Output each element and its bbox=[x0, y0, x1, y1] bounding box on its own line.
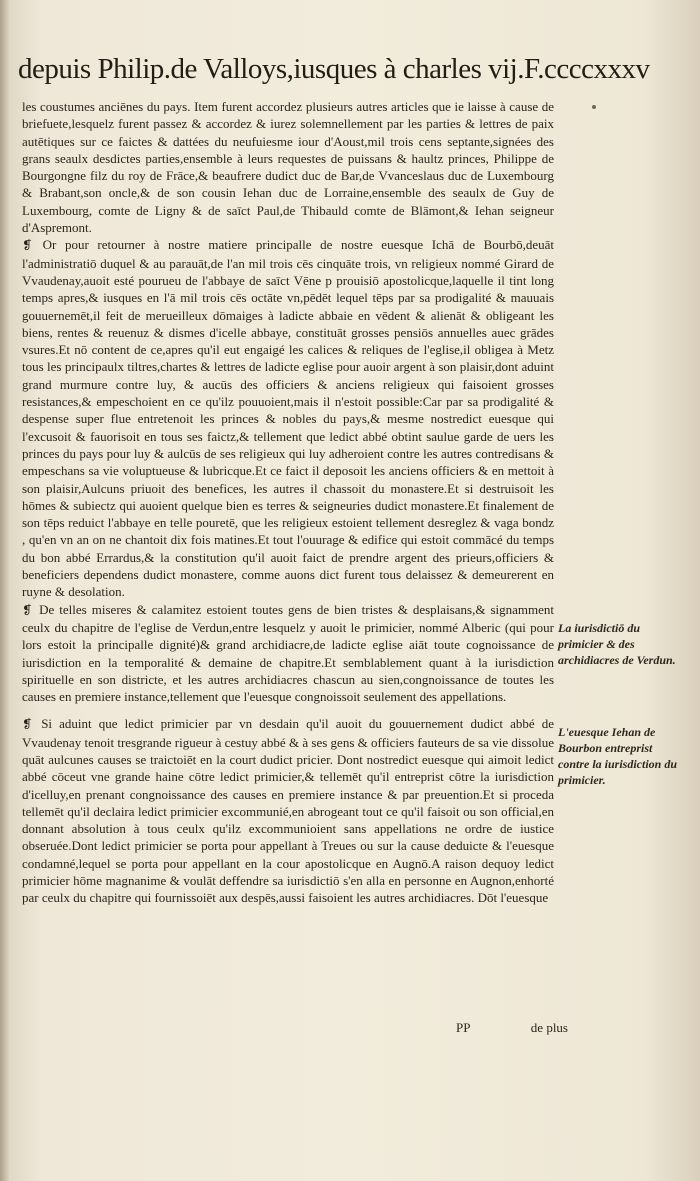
paragraph-4 bbox=[22, 715, 554, 906]
margin-note-jurisdiction: La iurisdictiō du primicier & des archidiacres de Verdun. bbox=[558, 621, 676, 667]
page-footer bbox=[456, 1020, 568, 1036]
paragraph-text: De telles miseres & calamitez estoient toutes gens de bien tristes & desplaisans,& signamment ceulx du chapitre de l'eglise de Verdun,entre lesquelz y auoit le primicier, nommé Alberic (qui pour lors estoit la principalle dignité)& grand archidiacre,de ladicte eglise aiāt toute cognoissance de iurisdiction en la temporalité & demaine de chapitre.Et semblablement quant à la iurisdiction spirituelle en son districte, et les autres archidiacres chascun au sien,congnoissance de toutes les causes en premiere instance,tellement que l'euesque congnoissoit seulement des appellations. bbox=[22, 601, 555, 705]
paragraph-text: Si aduint que ledict primicier par vn desdain qu'il auoit du gouuernement dudict abbé de Vvaudenay tenoit tresgrande rigueur à cestuy abbé & à ses gens & officiers fauteurs de sa vie dissolue quāt aulcunes causes se traictoiēt en la court dudict pricier. Dont nostredict euesque qui aimoit ledict abbé cōceut vne grande haine cōtre ledict primicier,& tellemēt qu'il entreprist cōtre la iurisdiction d'icelluy,en prenant congnoissance des causes en premiere instance & par preuention.Et si proceda tellemēt qu'il declaira ledict primicier excommunié,en abrogeant tout ce qu'il faisoit ou son official,en donnant absolution à tous ceulx qu'ilz excommunioient sans appellations ne ordre de iustice obseruée.Dont ledict primicier se porta pour appellant à Treues ou sur la cause deduicte & l'euesque condamné,lequel se porta pour appellant en la cour apostolicque en Augnō.A raison dequoy ledict primicier hōme magnanime & voulāt deffendre sa iurisdictiō s'en alla en personne en Augnon,enhorté par ceulx du chapitre qui fournissoiēt aux despēs,aussi faisoient les autres archidiacres. Dōt l'euesque bbox=[22, 716, 554, 906]
page-gutter-shadow bbox=[0, 0, 10, 1181]
pilcrow-icon: ❡ bbox=[22, 238, 33, 253]
catchword: de plus bbox=[530, 1020, 568, 1035]
paragraph-3 bbox=[22, 601, 554, 706]
main-text-column bbox=[22, 98, 554, 907]
margin-note-bishop: L'euesque Iehan de Bourbon entreprist contre la iurisdiction du primicier. bbox=[558, 725, 678, 787]
margin-dot-icon bbox=[592, 105, 596, 109]
paragraph-text: Or pour retourner à nostre matiere principalle de nostre euesque Ichā de Bourbō,deuāt l'administratiō duquel & au parauāt,de l'an mil trois cēs cinquāte trois, vn religieux nommé Girard de Vvaudenay,auoit esté pourueu de l'abbaye de saīct Vēne p prouisiō apostolicque,laquelle il tint long temps apres,& iusques en l'ā mil trois cēs octāte vn,pēdēt lequel tēps par sa prodigalité & mauuais gouuernemēt,il feit de merueilleux dōmaiges à ladicte abbaie en vēdent & alienāt & obligeant les biens, rentes & reuenuz & dismes d'icelle abbaye, constituāt grosses pensiōs annuelles auec grādes vsures.Et nō content de ce,apres qu'il eut engaigé les calices & reliques de l'eglise,il obligea à Metz tous les principaulx tiltres,chartes & lettres de ladicte eglise pour auoir argent à son plaisir,dont aduint grand murmure contre luy, & aucūs des officiers & anciens religieux qui faisoient grosses resistances,& empeschoient en ce qu'ilz pouuoient,mais il n'estoit possible:Car par sa prodigalité & despense super flue entretenoit les princes & nobles du pays,& mesme nostredict euesque qui l'excusoit & fauorisoit en tous ses faictz,& tellement que ledict abbé obtint saulue garde de uers les princes du pays pour luy & aulcūs de ses religieux qui luy adheroient contre les autres contredisans & empeschans sa vie voluptueuse & lubricque.Et ce faict il deposoit les anciens officiers & en mettoit à son plaisir,Aulcuns priuoit des benefices, les autres il chassoit du monastere.Et si destruisoit les hōmes & subiectz qui auoient quelque bien es terres & seigneuries dudict monastere.Et finalement de son tēps reduict l'abbaye en telle pouretē, que les religieux estoient tellement desreglez & vaga bondz , qu'en vn an on ne chantoit dix fois matines.Et tout l'ouurage & edifice qui estoit commācé du temps du bon abbé Errardus,& la constitution qu'il auoit faict de prendre argent des prieurs,officiers & beneficiers dependens dudict monastere, comme auons dict furent tous delaissez & demeurerent en ruyne & desolation. bbox=[22, 237, 554, 600]
running-title: depuis Philip.de Valloys,iusques à charles vij.F.ccccxxxv bbox=[18, 53, 650, 85]
paragraph-text: les coustumes anciēnes du pays. Item furent accordez plusieurs autres articles que ie laisse à cause de briefuete,lesquelz furent passez & accordez & iurez solemnellement par les parties & lettres de paix autētiques sur ce faictes & dattées du neufuiesme iour d'Aoust,mil trois cens septante,signées des grans seaulx desdictes parties,ensemble à leurs requestes de puissans & haultz princes, Philippe de Bourgongne filz du roy de Frāce,& beaufrere dudict duc de Bar,de Vvanceslaus duc de Luxembourg & Brabant,son oncle,& de son cousin Iehan duc de Lorraine,ensemble des seaulx de Guy de Luxembourg, comte de Ligny & de saīct Paul,de Thibauld comte de Blāmont,& Iehan seigneur d'Aspremont. bbox=[22, 99, 554, 236]
paragraph-2 bbox=[22, 236, 554, 600]
pilcrow-icon: ❡ bbox=[22, 717, 33, 732]
signature-mark: PP bbox=[456, 1020, 471, 1035]
pilcrow-icon: ❡ bbox=[22, 602, 33, 617]
paragraph-1 bbox=[22, 98, 554, 236]
